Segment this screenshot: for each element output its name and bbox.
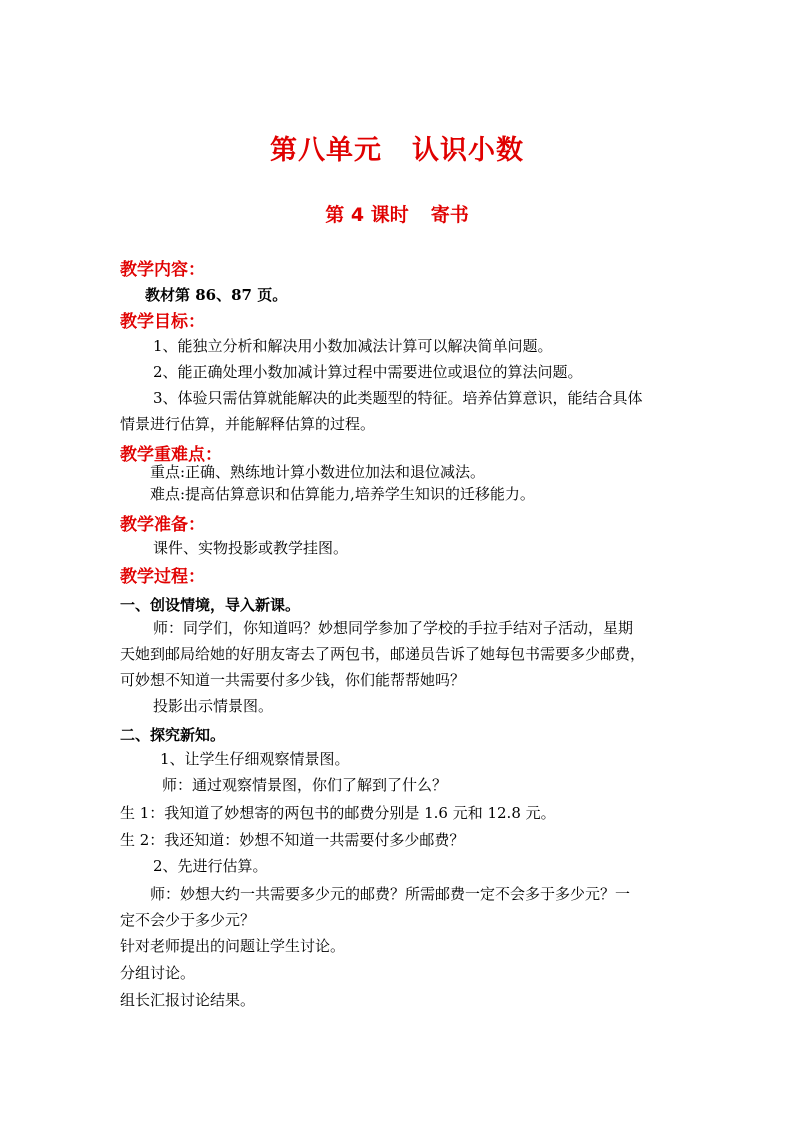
paragraph-line: 2、先进行估算。 — [153, 857, 268, 875]
preparation-text: 课件、实物投影或教学挂图。 — [153, 539, 349, 557]
paragraph-line: 可妙想不知道一共需要付多少钱，你们能帮帮她吗？ — [120, 671, 466, 689]
unit-title-left: 第八单元 — [270, 135, 382, 166]
keypoint-difficulty: 难点:提高估算意识和估算能力,培养学生知识的迁移能力。 — [150, 485, 535, 503]
process-heading: 教学过程： — [120, 567, 205, 587]
content-heading: 教学内容： — [120, 260, 205, 280]
paragraph-line: 组长汇报讨论结果。 — [120, 991, 256, 1009]
objective-item: 2、能正确处理小数加减计算过程中需要进位或退位的算法问题。 — [153, 363, 583, 381]
paragraph-line: 师：同学们，你知道吗？妙想同学参加了学校的手拉手结对子活动，星期 — [153, 619, 634, 637]
lesson-title — [0, 200, 794, 227]
section-title: 一、创设情境，导入新课。 — [120, 596, 301, 614]
paragraph-line: 师：通过观察情景图，你们了解到了什么？ — [162, 776, 448, 794]
paragraph-line: 分组讨论。 — [120, 964, 196, 982]
keypoint-focus: 重点:正确、熟练地计算小数进位加法和退位减法。 — [150, 463, 486, 481]
paragraph-line: 生 1：我知道了妙想寄的两包书的邮费分别是 1.6 元和 12.8 元。 — [120, 804, 556, 822]
section-title: 二、探究新知。 — [120, 726, 226, 744]
lesson-title-right: 寄书 — [430, 204, 469, 226]
paragraph-line: 师：妙想大约一共需要多少元的邮费？所需邮费一定不会多于多少元？一 — [150, 885, 631, 903]
paragraph-line: 针对老师提出的问题让学生讨论。 — [120, 937, 346, 955]
unit-title — [0, 128, 794, 167]
paragraph-line: 1、让学生仔细观察情景图。 — [160, 750, 350, 768]
objectives-heading: 教学目标： — [120, 312, 205, 332]
paragraph-line: 天她到邮局给她的好朋友寄去了两包书，邮递员告诉了她每包书需要多少邮费， — [120, 645, 646, 663]
paragraph-line: 生 2：我还知道：妙想不知道一共需要付多少邮费？ — [120, 831, 465, 849]
unit-title-right: 认识小数 — [412, 135, 524, 166]
lesson-title-left: 第 4 课时 — [325, 204, 409, 226]
content-text: 教材第 86、87 页。 — [145, 286, 288, 304]
keypoints-heading: 教学重难点： — [120, 445, 222, 465]
objective-item: 情景进行估算，并能解释估算的过程。 — [120, 415, 376, 433]
objective-item: 3、体验只需估算就能解决的此类题型的特征。培养估算意识，能结合具体 — [153, 389, 643, 407]
objective-item: 1、能独立分析和解决用小数加减法计算可以解决简单问题。 — [153, 337, 553, 355]
paragraph-line: 投影出示情景图。 — [153, 697, 274, 715]
preparation-heading: 教学准备： — [120, 515, 205, 535]
paragraph-line: 定不会少于多少元？ — [120, 911, 256, 929]
